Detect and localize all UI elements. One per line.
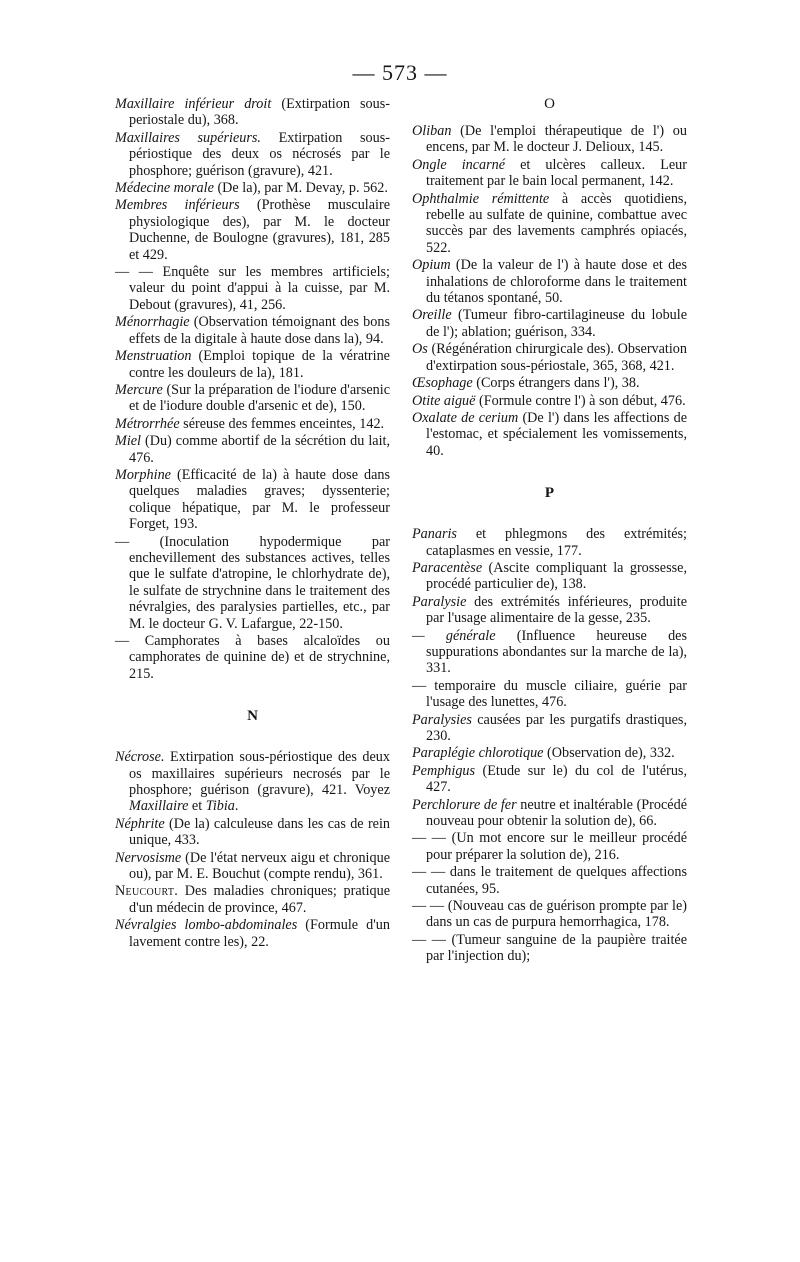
index-entry (412, 797, 687, 830)
index-entry (412, 393, 687, 409)
entry-text: Des maladies chroniques; pratique d'un médecin de province, 467. (129, 883, 390, 916)
index-entry (115, 130, 390, 179)
entry-text: séreuse des femmes enceintes, 142. (179, 415, 385, 432)
entry-text: (Observation de), 332. (543, 745, 675, 762)
page-number: — 573 — (352, 60, 448, 85)
entry-term: Paracentèse (412, 559, 483, 576)
entry-text: (Extirpation sous-periostale du), 368. (129, 96, 390, 129)
entry-text: — (Inoculation hypodermique par enchevillement des substances actives, telles que le sulfate d'atropine, le chlorhydrate de), le sulfate de strychnine dans le traitement des névralgies, des paralysies partielles, etc., par M. le docteur G. V. Lafargue, 22-150. (115, 533, 390, 632)
entry-term: Otite aiguë (412, 392, 476, 409)
entry-term: Ongle incarné (412, 156, 506, 173)
entry-text: (De l'emploi thérapeutique de l') ou encens, par M. le docteur J. Delioux, 145. (426, 123, 687, 156)
index-entry (115, 534, 390, 632)
entry-term: Paralysies (412, 711, 472, 728)
left-column (115, 96, 390, 951)
entry-term: Os (412, 341, 428, 358)
entry-text: (De la valeur de l') à haute dose et des inhalations de chloroforme dans le traitement du tétanos spontané, 50. (426, 257, 687, 307)
entry-text: (De la), par M. Devay, p. 562. (213, 180, 388, 197)
entry-text: — — (Un mot encore sur le meilleur procédé pour préparer la solution de), 216. (412, 830, 687, 863)
entry-term: Menstruation (115, 348, 192, 365)
entry-text: (Prothèse musculaire physiologique des), par M. le docteur Duchenne, de Boulogne (gravures), 181, 285 et 429. (129, 197, 390, 263)
entry-text: des extrémités inférieures, produite par l'usage alimentaire de la gesse, 235. (426, 593, 687, 627)
index-entry (412, 628, 687, 677)
index-entry (115, 850, 390, 883)
index-entry (115, 382, 390, 415)
entry-term: Perchlorure de fer (412, 796, 517, 813)
index-entry (115, 314, 390, 347)
entry-text: et ulcères calleux. Leur traitement par le bain local permanent, 142. (426, 156, 688, 190)
index-entry (115, 180, 390, 196)
entry-term: Membres inférieurs (115, 197, 240, 214)
entry-term: Ménorrhagie (115, 314, 190, 331)
entry-text: causées par les purgatifs drastiques, 230. (426, 711, 687, 744)
index-entry (412, 526, 687, 559)
entry-text: . (234, 798, 239, 815)
entry-term: Ophthalmie rémittente (412, 190, 550, 207)
entry-text: Extirpation sous-périostique des deux os maxillaires supérieurs necrosés par le phosphore; guérison (gravure), 421. Voyez (129, 749, 390, 799)
index-entry (115, 917, 390, 950)
entry-text: (Régénération chirurgicale des). Observation d'extirpation sous-périostale, 365, 368, 421. (426, 341, 687, 374)
section-letter: O (544, 96, 555, 112)
index-entry (412, 830, 687, 863)
index-entry (115, 467, 390, 533)
right-column (412, 96, 687, 966)
index-entry (412, 594, 687, 627)
entry-text: (Emploi topique de la vératrine contre les douleurs de la), 181. (129, 348, 390, 381)
entry-text: — — dans le traitement de quelques affections cutanées, 95. (412, 864, 687, 897)
entry-term: Œsophage (412, 375, 473, 392)
index-entry (115, 197, 390, 263)
entry-text: (Observation témoignant des bons effets de la digitale à haute dose dans la), 94. (129, 314, 390, 347)
index-entry (115, 883, 390, 916)
index-entry (412, 678, 687, 711)
entry-text: (Formule d'un lavement contre les), 22. (129, 917, 390, 950)
entry-term: Panaris (412, 526, 457, 543)
index-entry (412, 712, 687, 745)
entry-text: et phlegmons des extrémités; cataplasmes en vessie, 177. (426, 526, 687, 559)
entry-term: Médecine morale (115, 180, 214, 197)
entry-term: Mercure (115, 381, 163, 398)
index-entry (115, 633, 390, 682)
entry-term: Névralgies lombo-abdominales (115, 917, 298, 934)
entry-text: (Tumeur fibro-cartilagineuse du lobule de l'); ablation; guérison, 334. (426, 307, 687, 340)
entry-text: (De l') dans les affections de l'estomac, et spécialement les vomissements, 40. (426, 409, 688, 459)
entry-term: Opium (412, 257, 451, 274)
entry-text: (Du) comme abortif de la sécrétion du lait, 476. (129, 433, 390, 466)
entry-term: Oreille (412, 307, 452, 324)
entry-text: (Influence heureuse des suppurations abondantes sur la marche de la), 331. (426, 627, 687, 677)
section-letter: P (544, 485, 555, 502)
entry-term: Métrorrhée (115, 415, 180, 432)
entry-text: (Ascite compliquant la grossesse, procédé particulier de), 138. (426, 559, 687, 593)
index-entry (412, 864, 687, 897)
entry-term: Nervosisme (115, 849, 182, 866)
entry-text: (Formule contre l') à son début, 476. (475, 392, 686, 409)
entry-term: Oliban (412, 123, 452, 139)
entry-term: Paralysie (412, 593, 467, 610)
entry-text: (Efficacité de la) à haute dose dans quelques maladies graves; dyssenterie; colique hépatique, par M. le professeur Forget, 193. (129, 466, 390, 533)
entry-text: à accès quotidiens, rebelle au sulfate de quinine, combattue avec succès par des lavements camphrés opiacés, 522. (426, 190, 687, 256)
entry-term: Néphrite (115, 815, 165, 832)
index-entry (115, 816, 390, 849)
index-entry (412, 932, 687, 965)
entry-text: — — (Nouveau cas de guérison prompte par le) dans un cas de purpura hemorrhagica, 178. (412, 898, 687, 931)
index-entry (412, 157, 687, 190)
entry-term: Maxillaire inférieur droit (115, 96, 272, 112)
entry-text: — — Enquête sur les membres artificiels; valeur du point d'appui à la cuisse, par M. Debout (gravures), 41, 256. (115, 264, 390, 313)
entry-text: et (188, 798, 206, 815)
index-entry (412, 410, 687, 459)
entry-text: — temporaire du muscle ciliaire, guérie par l'usage des lunettes, 476. (412, 677, 687, 711)
index-entry (115, 96, 390, 129)
entry-term: Miel (115, 433, 141, 450)
entry-term: Paraplégie chlorotique (412, 745, 544, 762)
entry-term: Pemphigus (412, 762, 476, 779)
entry-term: Maxillaires supérieurs. (115, 129, 261, 146)
entry-text: — Camphorates à bases alcaloïdes ou camphorates de quinine de) et de strychnine, 215. (115, 633, 390, 682)
entry-text: (Corps étrangers dans l'), 38. (472, 375, 640, 392)
section-letter: N (247, 708, 258, 725)
index-entry (412, 257, 687, 306)
entry-crossref: Tibia (205, 798, 235, 815)
index-entry (412, 191, 687, 257)
entry-text: Extirpation sous-périostique des deux os nécrosés par le phosphore; guérison (gravure), 421. (129, 129, 390, 179)
index-entry (412, 307, 687, 340)
entry-text: (De l'état nerveux aigu et chronique ou), par M. E. Bouchut (compte rendu), 361. (129, 849, 390, 883)
entry-text: (Etude sur le) du col de l'utérus, 427. (426, 762, 687, 796)
index-entry (412, 123, 687, 156)
index-entry (412, 375, 687, 391)
index-entry (115, 416, 390, 432)
entry-text: neutre et inaltérable (Procédé nouveau pour obtenir la solution de), 66. (426, 796, 687, 830)
index-entry (412, 341, 687, 374)
entry-text: — — (Tumeur sanguine de la paupière traitée par l'injection du); (412, 931, 687, 965)
index-entry (115, 433, 390, 466)
index-entry (412, 898, 687, 931)
index-entry (115, 264, 390, 313)
entry-author: Neucourt. (115, 883, 179, 900)
entry-text: (De la) calculeuse dans les cas de rein unique, 433. (129, 815, 390, 849)
index-entry (115, 749, 390, 815)
entry-term: — générale (412, 627, 496, 644)
index-entry (115, 348, 390, 381)
entry-term: Oxalate de cerium (412, 409, 519, 426)
entry-text: (Sur la préparation de l'iodure d'arsenic et de l'iodure double d'arsenic et de), 150. (129, 381, 390, 415)
entry-term: Nécrose. (115, 749, 165, 766)
index-entry (412, 560, 687, 593)
index-entry (412, 763, 687, 796)
entry-term: Morphine (115, 466, 171, 483)
index-entry (412, 745, 687, 761)
entry-crossref: Maxillaire (129, 798, 189, 815)
